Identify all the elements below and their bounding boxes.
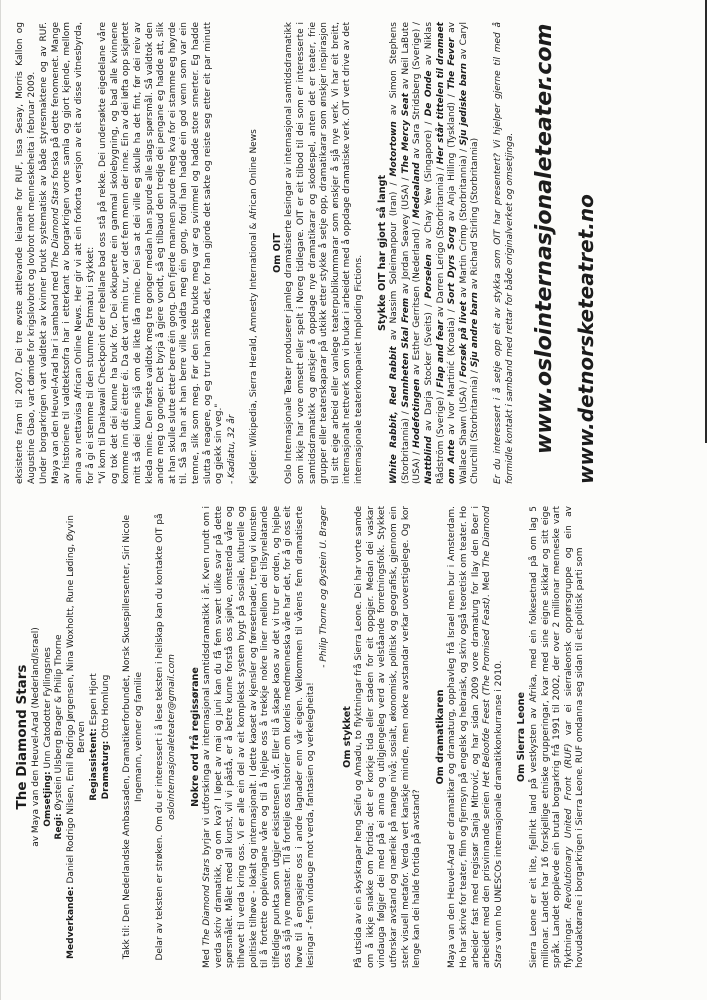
credit-label: Medverkande: (65, 886, 76, 959)
section-heading-sierra-leone: Om Sierra Leone (516, 691, 528, 783)
credit-label: Regi: (54, 813, 65, 840)
section-heading-directors-word: Nokre ord frå regissørane (189, 667, 201, 807)
paragraph-about-playwright: Maya van den Heuvel-Arad er dramatikar og dramaturg, opphavleg frå Israel men bur i Amsterdam. Ho har skrive for teater, film og fjernsyn på engelsk og hebraisk, og skriv også teoretisk om teater. Ho arbeider fast med regissør Sanja Mitrović, og har sidan 2009 vore dramaturg for Ilay den Boer i arbeidet med den prisvinnande serien Het Beloofde Feest (The Promised Feast). Med The Diamond Stars vann ho UNESCOs internasjonale dramatikkonkurranse i 2010. (447, 506, 504, 968)
sources-line: Kjelder: Wikipedia, Sierra Herald, Amnesty International & African Online News (249, 129, 260, 484)
section-heading-about-play: Om stykket (341, 706, 353, 768)
right-column (14, 22, 598, 484)
section-heading-past-productions: Stykke OIT har gjort så langt (376, 174, 388, 332)
paragraph-directors-word: Med The Diamond Stars byrjar vi utforskinga av internasjonal samtidsdramatikk i år. Kven rundt om i verda skriv dramatikk, og om kva? I løpet av mai og juni kan du få fem svært ulike svar på dette spørsmålet. Målet med all kunst, vil vi påstå, er å betre kunne forstå oss sjølve, omstenda våre og tilhøvet til verda kring oss. Vi er alle ein del av eit komplekst system bygt på sosiale, kulturelle og politiske tilhøve - lokalt og internasjonalt. I dette kaoset av kjensler og føresetnader, treng vi kunsten til å fortette opplevingane våre og til å hjelpe oss å trekkje nokre liner mellom dei tilsynelatande tilfeldige punkta som utgjer eksistensen vår. Eller til å skape kaos av det vi trur er orden, og hjelpe oss å sjå nye mønster. Til å fortelje oss historier om korleis medmenneska våre har det, for å gi oss eit høve til å engasjere oss i andre lagnader enn vår eigen. Velkommen til vårens fem dramatiserte lesingar - fem vindauge mot verda, fantasien og verkelegheita! (202, 506, 317, 968)
paragraph-past-productions: White Rabbit, Red Rabbit av Nassim Soleimanpour (Iran) / Motortown av Simon Stephens (Storbritannia) / Sannheten Skal Frem av Jordan Seavey (USA) / The Mercy Seat av Neil LaBute (USA) / Hodefotingen av Esther Gerritsen (Nederland) / Medealand av Sara Stridsberg (Sverige) / Nattblind av Darja Stocker (Sveits) / Porselen av Chay Yew (Singapore) / De Onde av Niklas Rådström (Sverige) / Flap and fear av Darren Lerigo (Storbritannia) / Her står tittelen til dramaet om Ante av Ivor Martinić (Kroatia) / Sort Dyrs Sorg av Anja Hilling (Tyskland) / The Fever av Wallace Shawn (USA) / Forsøk på livet av Martin Crimp (Storbritannia) / Sju jødiske barn av Caryl Churchill (Storbritannia) / Sju andre barn av Richard Stirling (Storbritannia) (389, 21, 481, 484)
credit-label: Regiassistent: (88, 728, 99, 801)
testimony-attribution: - Kadiatu, 32 år (226, 414, 237, 484)
excerpt-note-text: Delar av teksten er strøken. Om du er interessert i å lese teksten i heilskap kan du kontakte OIT på (155, 513, 166, 961)
credit-line (101, 506, 113, 968)
paragraph-about-oit: Oslo Internasjonale Teater produserer jamleg dramatiserte lesingar av internasjonal samtidsdramatikk som ikkje har vore omsett eller spelt i Noreg tidlegare. OIT er eit tilbod til dei som er interesserte i samtidsdramatikk og ønskjer å oppdage nye dramatikarar og skodespel, anten det er teater, frie grupper eller teaterskaparar på utkikk etter stykke å setje opp, dramatikarar som ønskjer inspirasjon til sitt eige arbeid eller vanlege teaterpublikummarar som ønskjer å sjå nye verk. Vi har eit breitt, internasjonalt nettverk som vi brukar i arbeidet med å oppdage dramatiske verk. OIT vert drive av det internasjonale teaterkompaniet Imploding Fictions. (284, 22, 365, 484)
credit-value: Otto Homlung (100, 674, 111, 741)
website-url-oit: www.oslointernasjonaleteater.com (532, 23, 558, 454)
paragraph-sierra-leone-continued: eksisterte fram til 2007. Dei tre øvste attlevande leiarane for RUF, Issa Sesay, Morris Kallon og Augustine Gbao, vart dømde for krigslovbrot og lovbrot mot menneskeheita i februar 2009. (15, 22, 37, 484)
paragraph-research: Under borgarkrigen vart valdtekt av kvinner brukt systematisk av både styresmaktene og av RUF. Maya van den Heuvel-Arad har i samband med The Diamond Stars forska på dette fenomenet. Mange av historiene til valdtektsofra har i etterkant av borgarkrigen vorte samla og gjort kjende, mellom anna av nettavisa African Online News. Her gir vi att ein forkorta versjon av eit av disse vitnesbyrda, for å gi ei stemme til den stumme Fatmatu i stykket: (39, 22, 96, 484)
credit-label: Omsetjing: (42, 771, 53, 827)
paragraph-testimony: "Vi kom til Dankawali Checkpoint der rebellane bad oss stå på rekke. Dei undersøkte eigedelane våre og tok det dei kunne ha bruk for. Dei okkuperte ein gammal skolebygning, og bad alle kvinnene komme inn dit éi etter éi. Da det vart min tur, var det fem menn der inne. Ein av dei løfta opp skjørtet mitt så dei kunne sjå om de likte låra mine. Dei sa at dei ville eg skulle ha det fint, før dei reiv av kleda mine. Den første valdtok meg tre gonger medan han spurde alle slags spørsmål. Så valdtok den andre meg to gonger. Det byrja å gjere vondt, så eg tilbaud den tredje dei pengane eg hadde att, slik at han skulle slutte etter berre éin gong. Den fjerde mannen spurde meg kva for ei stamme eg høyrde til. Så sa han at han berre ville valdta meg éin gong, fordi han hadde ein god venn som var ein temne, slik som meg. Før den siste brukte meg var eg svimmel og hadde store smerter. Eg hadde slutta å reagere, og eg trur han merka det, for han gjorde det sakte og reiste seg etter eit par minutt og gjekk sin veg." (98, 22, 225, 484)
contact-email: oslointernasjonaleteater@gmail.com (166, 654, 177, 820)
credit-line (43, 506, 55, 968)
section-heading-about-playwright: Om dramatikaren (434, 689, 446, 785)
excerpt-note (155, 506, 178, 968)
directors-signature: - Philip Thorne og Øystein U. Brager (319, 506, 330, 668)
credit-value: Daniel Rodrigo Nilsen, Emil Rodrigo Jørgensen, Nina Woxholtt, Rune Løding, Øyvin Berven (65, 515, 88, 887)
scan-edge-artifact (0, 0, 1, 1000)
credit-line (89, 506, 101, 968)
thanks-note: Takk til: Den Nederlandske Ambassaden, Dramatikerforbundet, Norsk Skuespillersenter, Siri Nicole Ingemann, venner og familie (122, 514, 144, 960)
website-url-det-norske: www.detnorsketeatret.no (574, 194, 599, 484)
credit-value: Øystein Ulsberg Brager & Philip Thorne (54, 634, 65, 814)
byline: av Maya van den Heuvel-Arad (Nederland/Israel) (31, 627, 41, 847)
title-block (14, 506, 112, 968)
page-title: The Diamond Stars (14, 664, 30, 810)
websites-block (532, 22, 598, 484)
credit-line (54, 506, 66, 968)
paragraph-sierra-leone: Sierra Leone er eit lite, fjellrikt land på vestkysten av Afrika, med ein folkesetnad på om lag 5 millionar. Landet har 16 forskjellige etniske grupperingar, kvar med sine eigne skikkar og sitt eige språk. Landet opplevde ein brutal borgarkrig frå 1991 til 2002, der over 2 millionar menneske vart flyktningar. Revolutionary United Front (RUF) var ei sierraleonsk opprørsgruppe og ein av hovudaktørane i borgarkrigen i Sierra Leone. RUF omdanna seg sidan til eit politisk parti som (528, 506, 586, 968)
left-column (14, 506, 587, 968)
section-heading-about-oit: Om OIT (271, 233, 283, 273)
credit-value: Unn Catodotter Fyllingsnes (42, 647, 53, 772)
credit-label: Dramaturg: (100, 740, 111, 800)
credit-value: Espen Hjort (88, 673, 99, 729)
credit-line (66, 506, 89, 968)
rights-note: Er du interessert i å setje opp eit av stykka som OIT har presentert? Vi hjelper gjerne til med å formidle kontakt i samband med rettar for både originalverket og omsetjinga. (492, 22, 515, 484)
paragraph-about-play: På utsida av ein skyskrapar heng Seifu og Amadu, to flyktningar frå Sierra Leone. Dei har vorte samde om å ikkje snakke om fortida; det er korkje tida eller staden for eit oppgjer. Medan dei vaskar vindauga følgjer dei med på ei anna og utilgjengeleg verd av velståande forretningsfolk. Stykket utforskar avstand og nærleik på mange nivå; sosialt, økonomisk, politisk og geografisk, gjennom ein sterk visuell metafor. Verda vert kanskje mindre, men nokre avstandar verkar uoverstigelege. Og kor lenge kan dei halde fortida på avstand? (354, 506, 423, 968)
